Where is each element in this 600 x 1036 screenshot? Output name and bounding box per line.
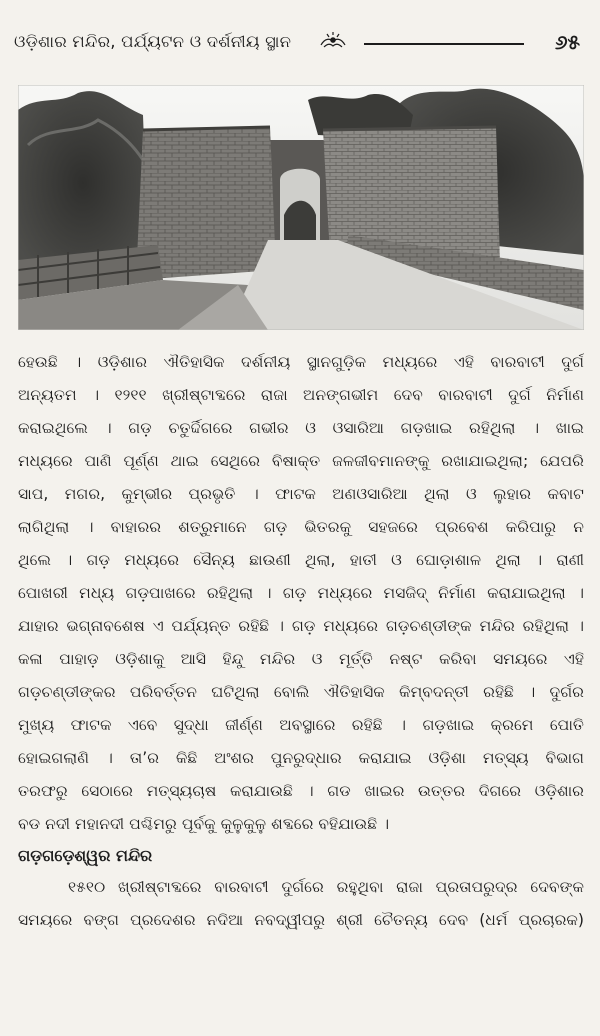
text-line: ଯାହାର ଭଗ୍ନାବଶେଷ ଏ ପର୍ଯ୍ୟନ୍ତ ରହିଛି । ଗଡ଼ ମଧ୍ୟରେ ଗଡ଼ଚଣ୍ଡୀଙ୍କ ମନ୍ଦିର ରହିଥିଲା । [18, 617, 584, 635]
text-line: ବଡ ନଦୀ ମହାନଦୀ ପଶ୍ଚିମରୁ ପୂର୍ବକୁ କୁଳୁକୁଳୁ ଶବ୍ଦରେ ବହିଯାଉଛି । [18, 815, 390, 833]
text-line: ପୋଖରୀ ମଧ୍ୟ ଗଡ଼ପାଖରେ ରହିଥିଲା । ଗଡ଼ ମଧ୍ୟରେ ମସଜିଦ୍ ନିର୍ମାଣ କରାଯାଇଥିଲା । [18, 584, 584, 602]
text-line: ମୁଖ୍ୟ ଫାଟକ ଏବେ ସୁଦ୍ଧା ଜୀର୍ଣ୍ଣ ଅବସ୍ଥାରେ ରହିଛି । ଗଡ଼ଖାଇ କ୍ରମେ ପୋତି [18, 716, 584, 734]
section-heading: ଗଡ଼ଗଡ଼େଶ୍ୱର ମନ୍ଦିର [18, 846, 153, 865]
text-line: ସମୟରେ ବଙ୍ଗ ପ୍ରଦେଶର ନଦିଆ ନବଦ୍ୱୀପରୁ ଶ୍ରୀ ଚୈତନ୍ୟ ଦେବ (ଧର୍ମ ପ୍ରଚାରକ) [18, 911, 584, 929]
text-line: ୧୫୧୦ ଖ୍ରୀଷ୍ଟାବ୍ଦରେ ବାରବାଟୀ ଦୁର୍ଗରେ ରହୁଥିବା ରାଜା ପ୍ରତାପରୁଦ୍ର ଦେବଙ୍କ [68, 878, 584, 896]
text-line: ସାପ, ମଗର, କୁମ୍ଭୀର ପ୍ରଭୃତି । ଫାଟକ ଅଣଓସାରିଆ ଥିଲା ଓ ଲୁହାର କବାଟ [18, 485, 584, 503]
text-line: କରାଇଥିଲେ । ଗଡ଼ ଚତୁର୍ଦ୍ଦିଗରେ ଗଭୀର ଓ ଓସାରିଆ ଗଡ଼ଖାଇ ରହିଥିଲା । ଖାଇ [18, 419, 584, 437]
book-title: ଓଡ଼ିଶାର ମନ୍ଦିର, ପର୍ଯ୍ୟଟନ ଓ ଦର୍ଶନୀୟ ସ୍ଥାନ [14, 32, 292, 51]
text-line: ତରଫରୁ ସେଠାରେ ମତ୍ସ୍ୟଚାଷ କରାଯାଉଛି । ଗଡ ଖାଇର ଉତ୍ତର ଦିଗରେ ଓଡ଼ିଶାର [18, 782, 584, 800]
text-line: ହେଉଛି । ଓଡ଼ିଶାର ଐତିହାସିକ ଦର୍ଶନୀୟ ସ୍ଥାନଗୁଡ଼ିକ ମଧ୍ୟରେ ଏହି ବାରବାଟୀ ଦୁର୍ଗ [18, 353, 584, 371]
text-line: ଗଡ଼ଚଣ୍ଡୀଙ୍କର ପରିବର୍ତ୍ତନ ଘଟିଥିଲା ବୋଲି ଐତିହାସିକ କିମ୍ବଦନ୍ତୀ ରହିଛି । ଦୁର୍ଗର [18, 683, 584, 701]
page-number: ୬୫ [554, 30, 580, 54]
body-text [18, 346, 584, 937]
text-line: ଅନ୍ୟତମ । ୧୨୧୧ ଖ୍ରୀଷ୍ଟାବ୍ଦରେ ରାଜା ଅନଙ୍ଗଭୀମ ଦେବ ବାରବାଟୀ ଦୁର୍ଗ ନିର୍ମାଣ [18, 386, 584, 404]
header-rule [364, 43, 524, 45]
running-header [14, 30, 586, 62]
text-line: କଳା ପାହାଡ଼ ଓଡ଼ିଶାକୁ ଆସି ହିନ୍ଦୁ ମନ୍ଦିର ଓ ମୂର୍ତ୍ତି ନଷ୍ଟ କରିବା ସମୟରେ ଏହି [18, 650, 584, 668]
fort-gateway-photo [18, 85, 584, 330]
text-line: ମଧ୍ୟରେ ପାଣି ପୂର୍ଣ୍ଣ ଥାଇ ସେଥିରେ ବିଷାକ୍ତ ଜଳଜୀବମାନଙ୍କୁ ରଖାଯାଇଥିଲା; ଯେପରି [18, 452, 584, 470]
text-line: ଲାଗିଥିଲା । ବାହାରର ଶତ୍ରୁମାନେ ଗଡ଼ ଭିତରକୁ ସହଜରେ ପ୍ରବେଶ କରିପାରୁ ନ [18, 518, 584, 536]
text-line: ହୋଇଗଲାଣି । ତା’ର କିଛି ଅଂଶର ପୁନରୁଦ୍ଧାର କରାଯାଇ ଓଡ଼ିଶା ମତ୍ସ୍ୟ ବିଭାଗ [18, 749, 584, 767]
text-line: ଥିଲେ । ଗଡ଼ ମଧ୍ୟରେ ସୈନ୍ୟ ଛାଉଣୀ ଥିଲା, ହାତୀ ଓ ଘୋଡ଼ାଶାଳ ଥିଲା । ରାଣୀ [18, 551, 584, 569]
floral-ornament-icon [318, 30, 348, 54]
